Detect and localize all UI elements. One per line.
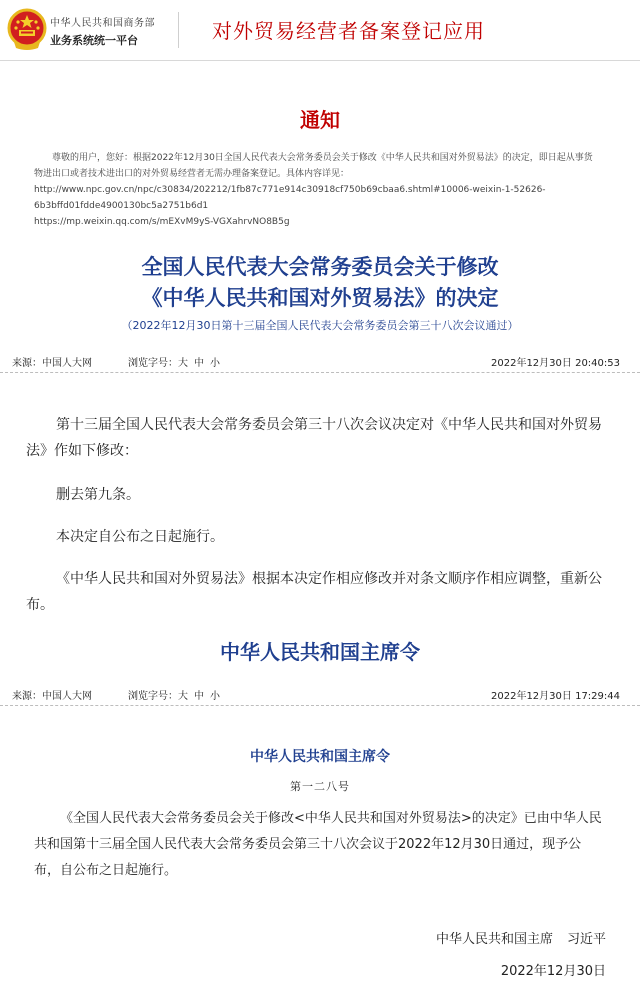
meta-source-label: 来源：: [12, 358, 42, 369]
notice-title: 通知: [300, 108, 340, 132]
meta-time: 2022年12月30日 17:29:44: [491, 691, 620, 702]
font-size-medium[interactable]: 中: [194, 358, 204, 369]
national-emblem-icon: [6, 8, 48, 52]
order-title: 中华人民共和国主席令: [250, 749, 390, 765]
order-number: 第一二八号: [290, 780, 350, 793]
order-body: 《全国人民代表大会常务委员会关于修改<中华人民共和国对外贸易法>的决定》已由中华人民共和国第十三届全国人民代表大会常务委员会第三十八次会议于2022年12月30日通过，现予公布，自公布之日起施行。: [34, 811, 602, 878]
meta-source: [12, 354, 92, 369]
signer: [436, 928, 606, 947]
article-subtitle: （2022年12月30日第十三届全国人民代表大会常务委员会第三十八次会议通过）: [121, 319, 519, 332]
sign-date: 2022年12月30日: [500, 964, 606, 979]
article-paragraph: 第十三届全国人民代表大会常务委员会第三十八次会议决定对《中华人民共和国对外贸易法》作如下修改：: [26, 417, 602, 459]
header-divider: [178, 12, 179, 48]
meta-source: [12, 687, 92, 702]
notice-link-weixin[interactable]: https://mp.weixin.qq.com/s/mEXvM9yS-VGXahrvNO8B5g: [34, 217, 290, 227]
article-paragraph: 删去第九条。: [56, 487, 140, 503]
meta-fontsize: [128, 354, 226, 369]
signer-title: 中华人民共和国主席: [435, 932, 553, 947]
article-title-line2: 《中华人民共和国对外贸易法》的决定: [141, 285, 499, 310]
app-header: [0, 0, 640, 61]
font-size-small[interactable]: 小: [210, 691, 220, 702]
meta-time: 2022年12月30日 20:40:53: [491, 358, 620, 369]
meta-fontsize: [128, 687, 226, 702]
font-size-large[interactable]: 大: [178, 358, 188, 369]
notice-line: 物进出口或者技术进出口的对外贸易经营者无需办理备案登记。具体内容详见：: [34, 169, 350, 179]
decree-meta-bar: [0, 683, 640, 706]
meta-source-value: 中国人大网: [42, 358, 92, 369]
meta-source-value: 中国人大网: [42, 691, 92, 702]
meta-fontsize-label: 浏览字号：: [128, 358, 178, 369]
decree-heading: 中华人民共和国主席令: [220, 640, 420, 664]
notice-line: 尊敬的用户，您好：根据2022年12月30日全国人民代表大会常务委员会关于修改《中华人民共和国对外贸易法》的决定，即日起从事货: [52, 153, 593, 163]
org-name-line1: 中华人民共和国商务部: [50, 18, 155, 29]
article-paragraph: 《中华人民共和国对外贸易法》根据本决定作相应修改并对条文顺序作相应调整，重新公布。: [26, 571, 602, 613]
font-size-small[interactable]: 小: [210, 358, 220, 369]
notice-body: [34, 150, 624, 230]
meta-source-label: 来源：: [12, 691, 42, 702]
org-name-line2: 业务系统统一平台: [50, 34, 138, 47]
article-paragraph: 本决定自公布之日起施行。: [56, 529, 224, 545]
font-size-medium[interactable]: 中: [194, 691, 204, 702]
article-meta-bar: [0, 350, 640, 373]
font-size-large[interactable]: 大: [178, 691, 188, 702]
signer-name: 习近平: [566, 932, 606, 947]
meta-fontsize-label: 浏览字号：: [128, 691, 178, 702]
app-title: 对外贸易经营者备案登记应用: [212, 19, 485, 43]
notice-link-npc[interactable]: http://www.npc.gov.cn/npc/c30834/202212/1fb87c771e914c30918cf750b69cbaa6.shtml#10006-weixin-1-52626-: [34, 185, 546, 195]
article-title-line1: 全国人民代表大会常务委员会关于修改: [141, 254, 499, 279]
notice-link-npc-cont[interactable]: 6b3bffd01fdde4900130bc5a2751b6d1: [34, 201, 209, 211]
